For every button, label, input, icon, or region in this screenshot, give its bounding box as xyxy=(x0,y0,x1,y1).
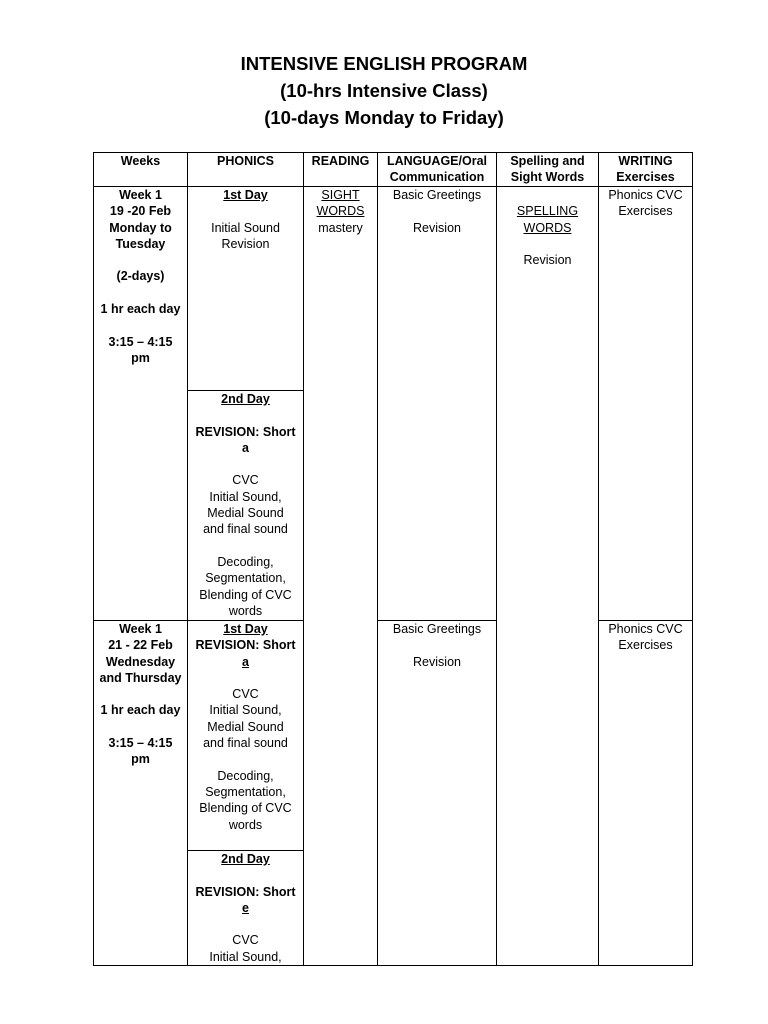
reading-cell: SIGHT WORDS mastery xyxy=(304,187,378,966)
day-label: 1st Day xyxy=(223,622,268,636)
language-cell-block1: Basic Greetings Revision xyxy=(378,187,497,621)
days-subtitle: (10-days Monday to Friday) xyxy=(264,107,504,128)
writing-cell-block2: Phonics CVC Exercises xyxy=(599,621,693,966)
header-phonics: PHONICS xyxy=(188,153,304,187)
header-language: LANGUAGE/Oral Communication xyxy=(378,153,497,187)
class-subtitle: (10-hrs Intensive Class) xyxy=(280,80,488,101)
spelling-words-link: SPELLING WORDS xyxy=(516,204,579,235)
spelling-cell: SPELLING WORDS Revision xyxy=(497,187,599,966)
table-row xyxy=(94,621,693,851)
document-title-block xyxy=(0,50,768,131)
writing-cell-block1: Phonics CVC Exercises xyxy=(599,187,693,621)
header-weeks: Weeks xyxy=(94,153,188,187)
header-row xyxy=(94,153,693,187)
day-label: 1st Day xyxy=(223,188,268,202)
program-title: INTENSIVE ENGLISH PROGRAM xyxy=(240,53,528,74)
sight-words-link: SIGHT WORDS xyxy=(316,188,365,219)
week-cell-block2: Week 1 21 - 22 Feb Wednesday and Thursday 1 hr each day 3:15 – 4:15 pm xyxy=(94,621,188,966)
phonics-cell-day1-block1: 1st Day Initial Sound Revision xyxy=(188,187,304,391)
phonics-cell-day1-block2: 1st Day REVISION: Short a CVC Initial Sound, Medial Sound and final sound Decoding, Segmentation, Blending of CVC words xyxy=(188,621,304,851)
header-writing: WRITING Exercises xyxy=(599,153,693,187)
phonics-cell-day2-block1: 2nd Day REVISION: Short a CVC Initial Sound, Medial Sound and final sound Decoding, Segmentation, Blending of CVC words xyxy=(188,391,304,621)
header-reading: READING xyxy=(304,153,378,187)
schedule-table xyxy=(93,152,693,966)
header-spelling: Spelling and Sight Words xyxy=(497,153,599,187)
week-cell-block1: Week 1 19 -20 Feb Monday to Tuesday (2-days) 1 hr each day 3:15 – 4:15 pm xyxy=(94,187,188,621)
day-label: 2nd Day xyxy=(221,852,270,866)
language-cell-block2: Basic Greetings Revision xyxy=(378,621,497,966)
table-row xyxy=(94,187,693,391)
day-label: 2nd Day xyxy=(221,392,270,406)
phonics-cell-day2-block2: 2nd Day REVISION: Short e CVC Initial Sound, xyxy=(188,851,304,966)
